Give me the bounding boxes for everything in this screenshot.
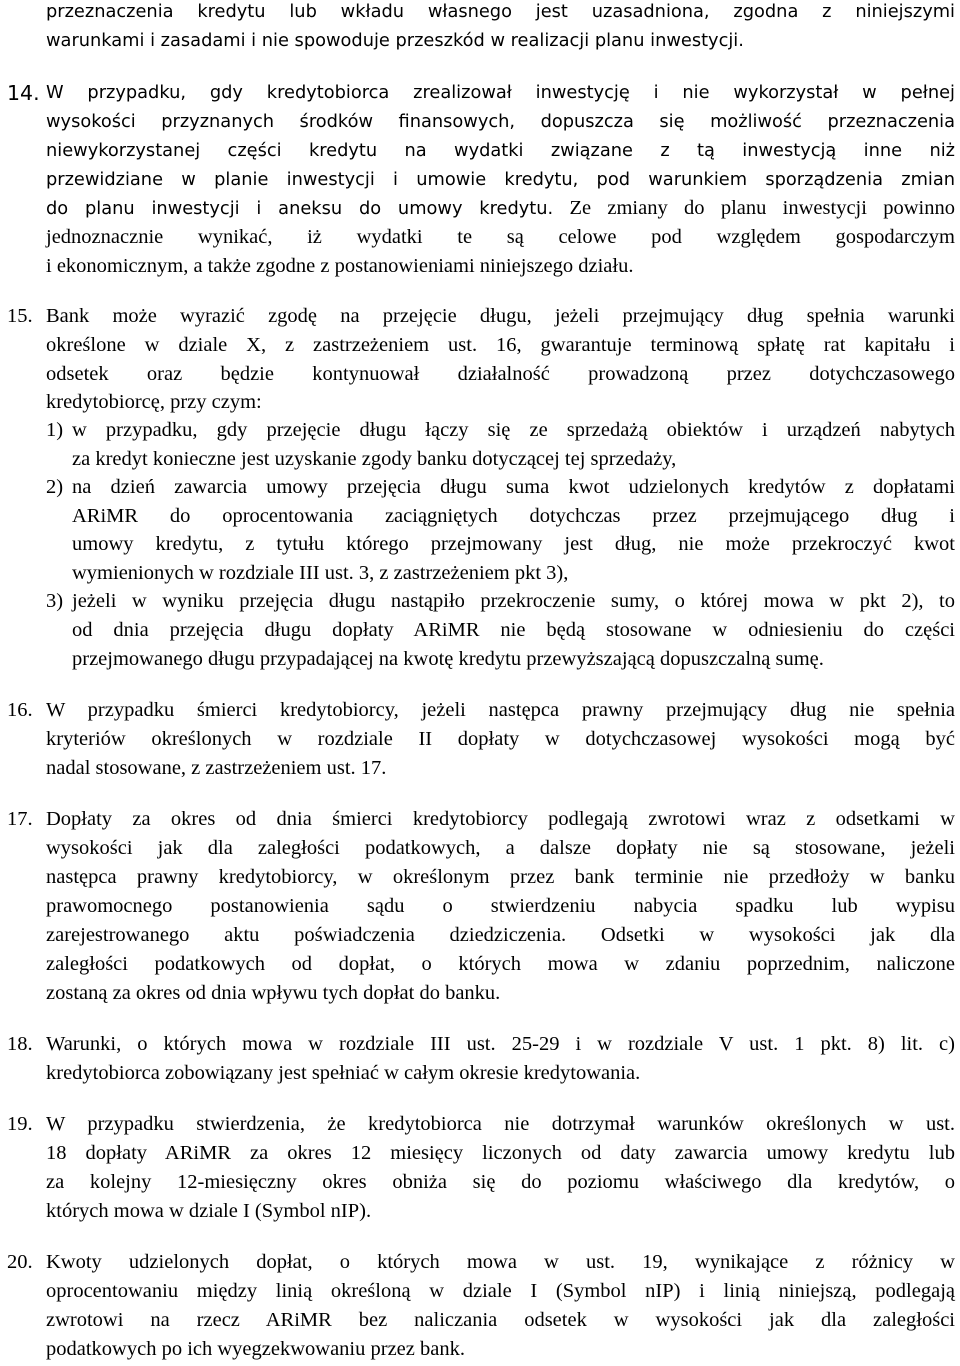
text-line: jednoznacznie wynikać, iż wydatki te są celowe pod względem gospodarczym bbox=[46, 226, 955, 248]
text-line: oprocentowaniu między linią określoną w dziale I (Symbol nIP) i linią niniejszą, podlegają bbox=[46, 1280, 955, 1302]
text-line: wysokości jak dla zaległości podatkowych, a dalsze dopłaty nie są stosowane, jeżeli bbox=[46, 837, 955, 859]
text-segment: Ze zmiany do planu inwestycji powinno bbox=[553, 197, 955, 219]
paragraph-number: 14. bbox=[7, 81, 40, 105]
text-line: następca prawny kredytobiorcy, w określonym przez bank terminie nie przedłoży w banku bbox=[46, 866, 955, 888]
list-item-number: 3) bbox=[46, 590, 64, 612]
text-line: prawomocnego postanowienia sądu o stwierdzeniu nabycia spadku lub wypisu bbox=[46, 895, 955, 917]
text-line: zwrotowi na rzecz ARiMR bez naliczania odsetek w wysokości jak dla zaległości bbox=[46, 1309, 955, 1331]
list-item-number: 1) bbox=[46, 419, 64, 441]
text-line-mixed bbox=[46, 194, 955, 223]
paragraph-number: 16. bbox=[7, 699, 33, 721]
text-line: przewidziane w planie inwestycji i umowie kredytu, pod warunkiem sporządzenia zmian bbox=[46, 169, 955, 190]
text-line: na dzień zawarcia umowy przejęcia długu suma kwot udzielonych kredytów z dopłatami bbox=[72, 476, 955, 498]
text-line: przejmowanego długu przypadającej na kwotę kredytu przewyższającą dopuszczalną sumę. bbox=[72, 648, 824, 670]
text-line: W przypadku, gdy kredytobiorca zrealizował inwestycję i nie wykorzystał w pełnej bbox=[46, 82, 955, 103]
text-line: kredytobiorcę, przy czym: bbox=[46, 391, 262, 413]
text-line: zaległości podatkowych od dopłat, o których mowa w zdaniu poprzednim, naliczone bbox=[46, 953, 955, 975]
text-line: 18 dopłaty ARiMR za okres 12 miesięcy liczonych od daty zawarcia umowy kredytu lub bbox=[46, 1142, 955, 1164]
text-line: nadal stosowane, z zastrzeżeniem ust. 17. bbox=[46, 757, 387, 779]
text-line: W przypadku śmierci kredytobiorcy, jeżeli następca prawny przejmujący dług nie spełnia bbox=[46, 699, 955, 721]
text-line: zarejestrowanego aktu poświadczenia dziedziczenia. Odsetki w wysokości jak dla bbox=[46, 924, 955, 946]
text-line: Bank może wyrazić zgodę na przejęcie długu, jeżeli przejmujący dług spełnia warunki bbox=[46, 305, 955, 327]
paragraph-number: 18. bbox=[7, 1033, 33, 1055]
text-line: warunkami i zasadami i nie spowoduje przeszkód w realizacji planu inwestycji. bbox=[46, 30, 744, 51]
text-line: za kolejny 12-miesięczny okres obniża się do poziomu właściwego dla kredytów, o bbox=[46, 1171, 955, 1193]
text-line: wymienionych w rozdziale III ust. 3, z zastrzeżeniem pkt 3), bbox=[72, 562, 569, 584]
text-line: kredytobiorca zobowiązany jest spełniać w całym okresie kredytowania. bbox=[46, 1062, 641, 1084]
paragraph-number: 17. bbox=[7, 808, 33, 830]
text-line: ARiMR do oprocentowania zaciągniętych dotychczas przez przejmującego dług i bbox=[72, 505, 955, 527]
text-line: kryteriów określonych w rozdziale II dopłaty w dotychczasowej wysokości mogą być bbox=[46, 728, 955, 750]
text-line: za kredyt konieczne jest uzyskanie zgody banku dotyczącej tej sprzedaży, bbox=[72, 448, 677, 470]
paragraph-number: 15. bbox=[7, 305, 33, 327]
text-line: określone w dziale X, z zastrzeżeniem ust. 16, gwarantuje terminową spłatę rat kapitału i bbox=[46, 334, 955, 356]
text-line: od dnia przejęcia długu dopłaty ARiMR nie będą stosowane w odniesieniu do części bbox=[72, 619, 955, 641]
list-item-number: 2) bbox=[46, 476, 64, 498]
text-line: i ekonomicznym, a także zgodne z postanowieniami niniejszego działu. bbox=[46, 255, 634, 277]
text-line: jeżeli w wyniku przejęcia długu nastąpiło przekroczenie sumy, o której mowa w pkt 2), to bbox=[72, 590, 955, 612]
text-line: odsetek oraz będzie kontynuował działalność prowadzoną przez dotychczasowego bbox=[46, 363, 955, 385]
paragraph-number: 19. bbox=[7, 1113, 33, 1135]
text-line: Dopłaty za okres od dnia śmierci kredytobiorcy podlegają zwrotowi wraz z odsetkami w bbox=[46, 808, 955, 830]
text-line: Kwoty udzielonych dopłat, o których mowa w ust. 19, wynikające z różnicy w bbox=[46, 1251, 955, 1273]
text-line: niewykorzystanej części kredytu na wydatki związane z tą inwestycją inne niż bbox=[46, 140, 955, 161]
paragraph-number: 20. bbox=[7, 1251, 33, 1273]
text-line: których mowa w dziale I (Symbol nIP). bbox=[46, 1200, 372, 1222]
text-line: zostaną za okres od dnia wpływu tych dopłat do banku. bbox=[46, 982, 501, 1004]
text-line: przeznaczenia kredytu lub wkładu własnego jest uzasadniona, zgodna z niniejszymi bbox=[46, 1, 955, 22]
text-segment: do planu inwestycji i aneksu do umowy kredytu. bbox=[46, 198, 554, 219]
text-line: podatkowych po ich wyegzekwowaniu przez bank. bbox=[46, 1338, 465, 1360]
text-line: Warunki, o których mowa w rozdziale III ust. 25-29 i w rozdziale V ust. 1 pkt. 8) lit. c) bbox=[46, 1033, 955, 1055]
text-line: W przypadku stwierdzenia, że kredytobiorca nie dotrzymał warunków określonych w ust. bbox=[46, 1113, 955, 1135]
text-line: wysokości przyznanych środków finansowych, dopuszcza się możliwość przeznaczenia bbox=[46, 111, 955, 132]
text-line: umowy kredytu, z tytułu którego przejmowany jest dług, nie może przekroczyć kwot bbox=[72, 533, 955, 555]
text-line: w przypadku, gdy przejęcie długu łączy się ze sprzedażą obiektów i urządzeń nabytych bbox=[72, 419, 955, 441]
